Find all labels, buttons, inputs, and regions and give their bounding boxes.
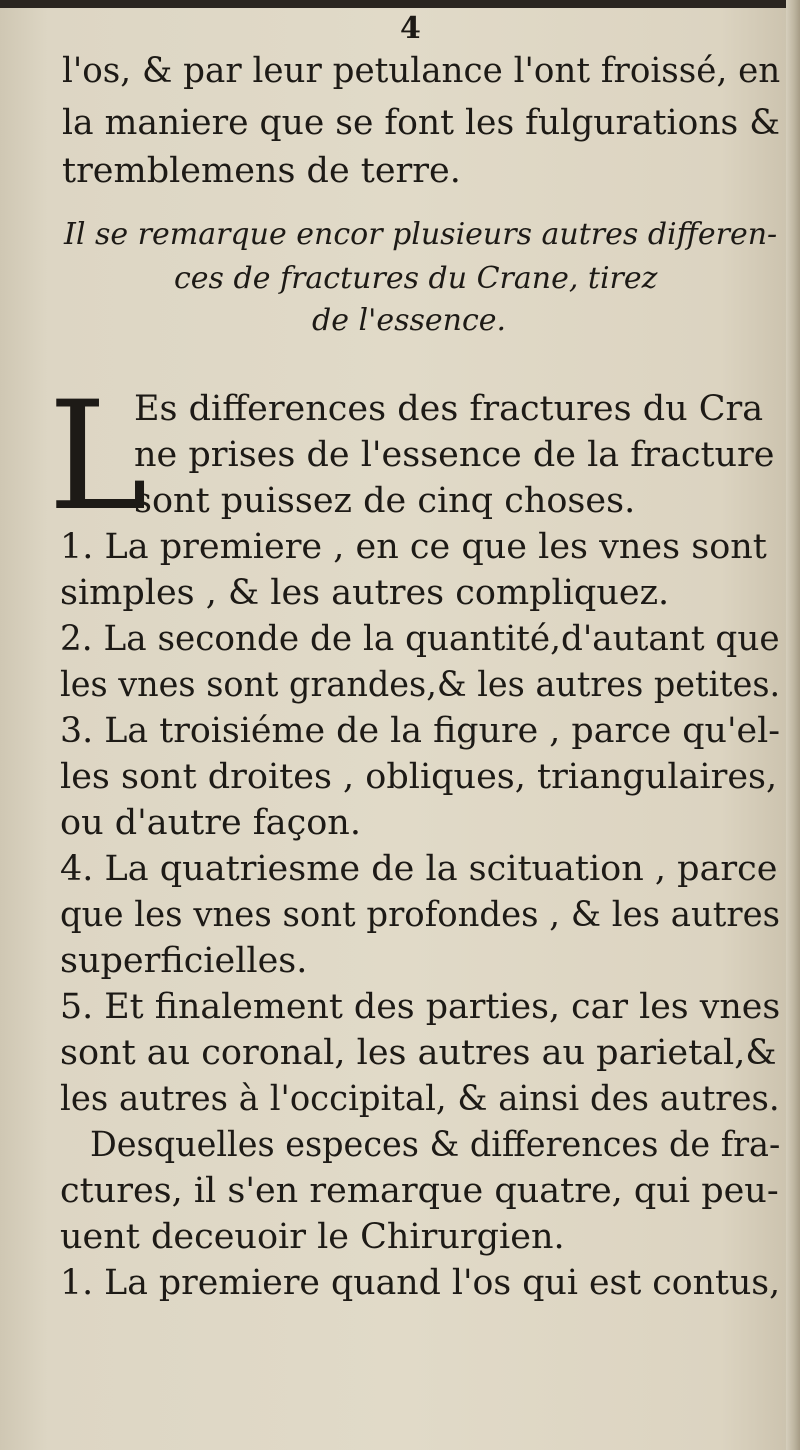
text-line: Es differences des fractures du Cra	[134, 389, 764, 429]
page-binding-edge	[786, 0, 800, 1450]
text-line: les sont droites , obliques, triangulaires,	[60, 757, 778, 797]
drop-cap-initial: L	[48, 370, 148, 544]
text-line: sont puissez de cinq choses.	[134, 481, 636, 521]
text-line: 3. La troisiéme de la figure , parce qu'el-	[60, 711, 781, 751]
text-line: 2. La seconde de la quantité,d'autant que	[60, 619, 780, 659]
text-line: la maniere que se font les fulgurations &	[62, 103, 780, 143]
text-line: sont au coronal, les autres au parietal,&	[60, 1033, 777, 1073]
section-heading-line: ces de fractures du Crane, tirez	[174, 261, 658, 296]
text-line: ne prises de l'essence de la fracture	[134, 435, 775, 475]
text-line: uent deceuoir le Chirurgien.	[60, 1217, 565, 1257]
text-line: ou d'autre façon.	[60, 803, 361, 843]
text-line: 5. Et finalement des parties, car les vnes	[60, 987, 781, 1027]
text-line: Desquelles especes & differences de fra-	[90, 1125, 781, 1165]
text-line: les autres à l'occipital, & ainsi des autres.	[60, 1079, 780, 1119]
text-line: les vnes sont grandes,& les autres petites.	[60, 665, 781, 705]
text-line: que les vnes sont profondes , & les autres	[60, 895, 781, 935]
text-line: l'os, & par leur petulance l'ont froissé, en	[62, 51, 781, 91]
text-line: superficielles.	[60, 941, 308, 981]
section-heading-line: Il se remarque encor plusieurs autres differen-	[64, 217, 778, 252]
page-top-edge	[0, 0, 800, 8]
text-line: simples , & les autres compliquez.	[60, 573, 670, 613]
text-line: 1. La premiere , en ce que les vnes sont	[60, 527, 767, 567]
text-line: tremblemens de terre.	[62, 151, 461, 191]
page-number: 4	[400, 11, 421, 46]
text-line: ctures, il s'en remarque quatre, qui peu-	[60, 1171, 779, 1211]
text-line: 1. La premiere quand l'os qui est contus,	[60, 1263, 781, 1303]
text-line: 4. La quatriesme de la scituation , parce	[60, 849, 778, 889]
section-heading-line: de l'essence.	[312, 303, 507, 338]
